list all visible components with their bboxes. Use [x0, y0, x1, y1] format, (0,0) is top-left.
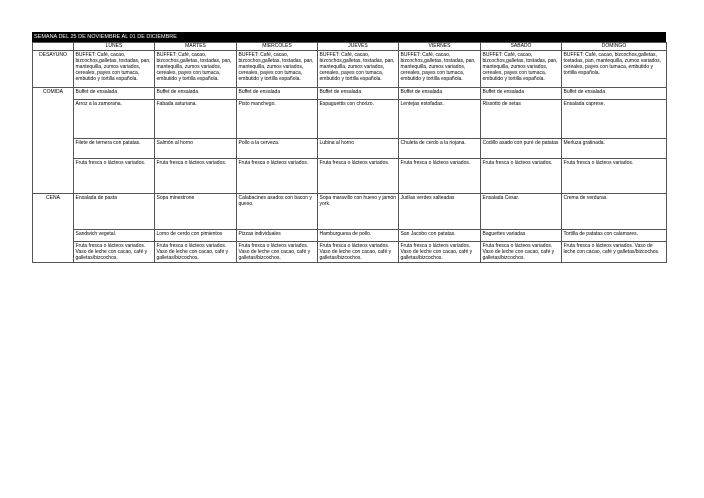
menu-cell: Pisto manchego. [237, 100, 318, 139]
menu-cell: Buffet de ensalada [399, 88, 481, 100]
menu-cell: Lubina al horno [318, 139, 399, 159]
menu-cell: BUFFET: Café, cacao, bizcochos,galletas, tostadas, pan, mantequilla, zumos variados, cereales, payes con tumaca, embutido y tortilla española. [155, 51, 237, 88]
desayuno-row [33, 51, 667, 88]
comida-row [33, 159, 667, 194]
menu-cell: Ensalada Cesar. [481, 194, 562, 230]
menu-cell: Fruta fresca o lácteos variados. Vaso de leche con cacao, café y galletas/bizcochos. [74, 242, 155, 263]
menu-cell: Buffet de ensalada [318, 88, 399, 100]
menu-cell: Sopa maravillo con huevo y jamón york. [318, 194, 399, 230]
menu-cell: San Jacobo con patatas. [399, 230, 481, 242]
menu-cell: Judías verdes salteadas [399, 194, 481, 230]
menu-cell: Buffet de ensalada [155, 88, 237, 100]
menu-cell: BUFFET: Café, cacao, bizcochos,galletas, tostadas, pan, mantequilla, zumos variados, cereales, payes con tumaca, embutido y tortilla española. [562, 51, 667, 88]
menu-cell: BUFFET: Café, cacao, bizcochos,galletas, tostadas, pan, mantequilla, zumos variados, cereales, payes con tumaca, embutido y tortilla española. [318, 51, 399, 88]
menu-cell: Lentejas estofadas. [399, 100, 481, 139]
menu-cell: Espaguettis con chorizo. [318, 100, 399, 139]
menu-cell: Tortilla de patatas con calamares. [562, 230, 667, 242]
day-header-row [33, 43, 667, 51]
menu-cell: Fruta fresca o lácteos variados. Vaso de leche con cacao, café y galletas/bizcochos. [562, 242, 667, 263]
menu-cell: Arroz a la zamorana. [74, 100, 155, 139]
day-header: SÁBADO [481, 43, 562, 51]
comida-row [33, 100, 667, 139]
week-title: SEMANA DEL 25 DE NOVIEMBRE AL 01 DE DICIEMBRE [32, 32, 666, 42]
day-header: JUEVES [318, 43, 399, 51]
cena-row [33, 194, 667, 230]
menu-cell: Buffet de ensalada [237, 88, 318, 100]
menu-cell: Calabacines asados con bacon y queso. [237, 194, 318, 230]
day-header: VIERNES [399, 43, 481, 51]
cena-row [33, 242, 667, 263]
day-header: MARTES [155, 43, 237, 51]
menu-cell: Filete de ternera con patatas. [74, 139, 155, 159]
menu-cell: Fruta fresca o lácteos variados. Vaso de leche con cacao, café y galletas/bizcochos. [481, 242, 562, 263]
menu-cell: Fruta fresca o lácteos variados. Vaso de leche con cacao, café y galletas/bizcochos. [318, 242, 399, 263]
comida-row [33, 88, 667, 100]
day-header: MIERCOLES [237, 43, 318, 51]
day-header: LUNES [74, 43, 155, 51]
meal-label-desayuno: DESAYUNO [33, 51, 74, 88]
menu-cell: Codillo asado con puré de patatas [481, 139, 562, 159]
menu-cell: Sandwich vegetal. [74, 230, 155, 242]
menu-cell: Fruta fresca o lácteos variados. Vaso de leche con cacao, café y galletas/bizcochos. [399, 242, 481, 263]
menu-cell: Fruta fresca o lácteos variados. [481, 159, 562, 194]
menu-cell: Fruta fresca o lácteos variados. Vaso de leche con cacao, café y galletas/bizcochos. [237, 242, 318, 263]
menu-cell: Fruta fresca o lácteos variados. [237, 159, 318, 194]
menu-cell: Rissotto de setas [481, 100, 562, 139]
corner-cell [33, 43, 74, 51]
menu-cell: Ensalada de pasta [74, 194, 155, 230]
menu-cell: Buffet de ensalada [562, 88, 667, 100]
day-header: DOMINGO [562, 43, 667, 51]
menu-cell: Fruta fresca o lácteos variados. [74, 159, 155, 194]
menu-cell: Fruta fresca o lácteos variados. [155, 159, 237, 194]
menu-cell: Merluza gratinada. [562, 139, 667, 159]
menu-cell: Chuleta de cerdo a la riojana. [399, 139, 481, 159]
menu-cell: Buffet de ensalada [74, 88, 155, 100]
menu-cell: Baguettes variadas. [481, 230, 562, 242]
menu-cell: BUFFET: Café, cacao, bizcochos,galletas, tostadas, pan, mantequilla, zumos variados, cereales, payes con tumaca, embutido y tortilla española. [74, 51, 155, 88]
menu-cell: Buffet de ensalada [481, 88, 562, 100]
menu-cell: Sopa minestrone [155, 194, 237, 230]
menu-cell: BUFFET: Café, cacao, bizcochos,galletas, tostadas, pan, mantequilla, zumos variados, cereales, payes con tumaca, embutido y tortilla española. [481, 51, 562, 88]
menu-cell: Hamburguesa de pollo. [318, 230, 399, 242]
menu-cell: BUFFET: Café, cacao, bizcochos,galletas, tostadas, pan, mantequilla, zumos variados, cereales, payes con tumaca, embutido y tortilla española. [399, 51, 481, 88]
menu-cell: BUFFET: Café, cacao, bizcochos,galletas, tostadas, pan, mantequilla, zumos variados, cereales, payes con tumaca, embutido y tortilla española. [237, 51, 318, 88]
menu-table [32, 42, 667, 263]
menu-cell: Fruta fresca o lácteos variados. [399, 159, 481, 194]
weekly-menu-sheet [32, 32, 666, 263]
menu-cell: Salmón al horno [155, 139, 237, 159]
meal-label-comida: COMIDA [33, 88, 74, 194]
menu-cell: Crema de verduras. [562, 194, 667, 230]
menu-cell: Pizzas individuales [237, 230, 318, 242]
menu-cell: Fruta fresca o lácteos variados. [318, 159, 399, 194]
menu-cell: Pollo a la cerveza. [237, 139, 318, 159]
menu-cell: Ensalada caprese. [562, 100, 667, 139]
menu-cell: Fruta fresca o lácteos variados. [562, 159, 667, 194]
menu-cell: Fruta fresca o lácteos variados. Vaso de leche con cacao, café y galletas/bizcochos. [155, 242, 237, 263]
meal-label-cena: CENA [33, 194, 74, 263]
comida-row [33, 139, 667, 159]
menu-cell: Fabada asturiana. [155, 100, 237, 139]
menu-cell: Lomo de cerdo con pimientos [155, 230, 237, 242]
cena-row [33, 230, 667, 242]
